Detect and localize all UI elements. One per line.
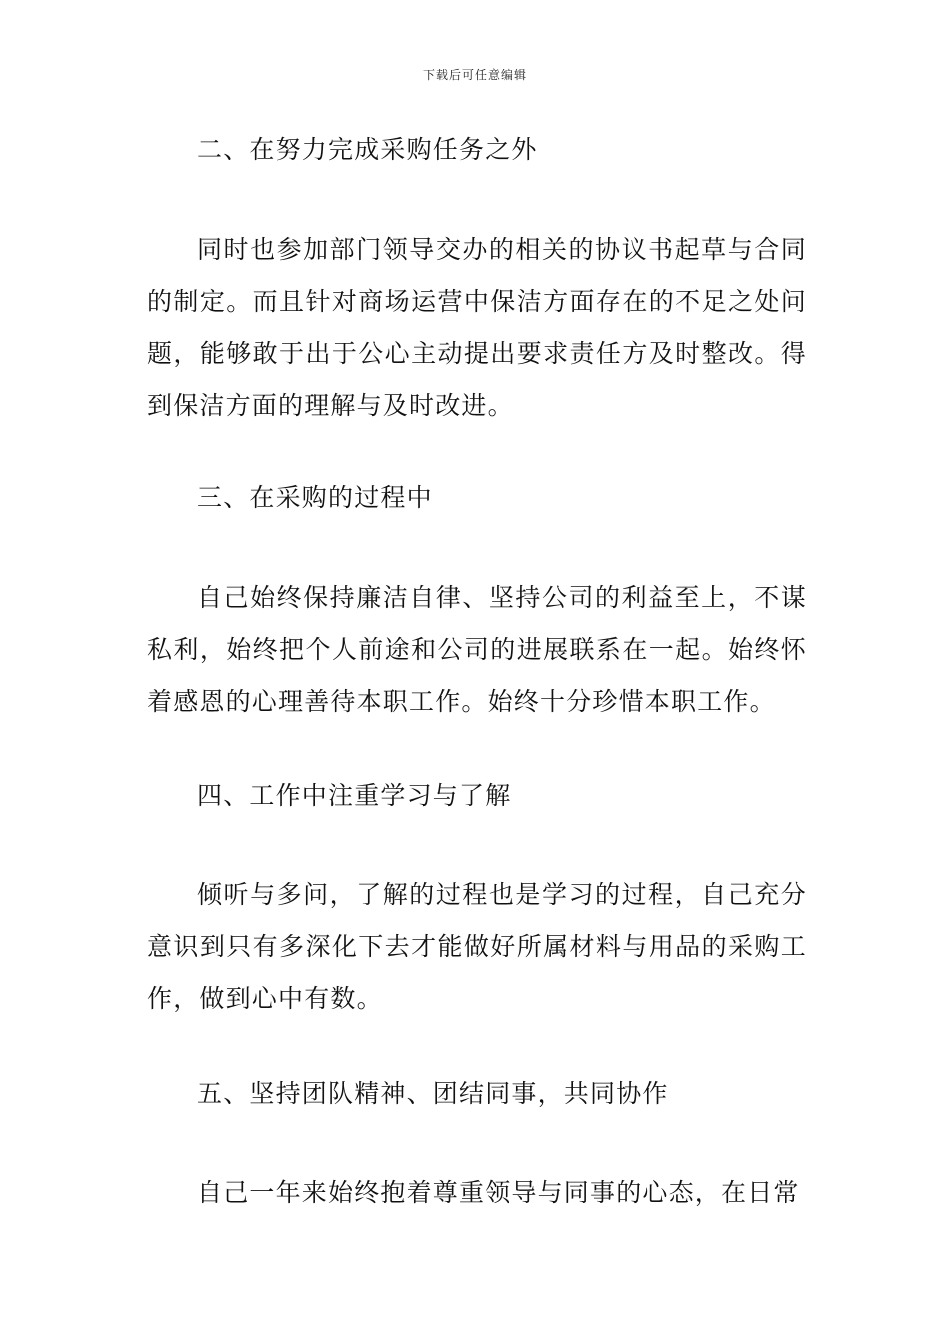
section-heading-3: 三、在采购的过程中 bbox=[197, 483, 433, 512]
header-note: 下载后可任意编辑 bbox=[422, 68, 527, 82]
section-body-4: 倾听与多问，了解的过程也是学习的过程，自己充分意识到只有多深化下去才能做好所属材料与用品的采购工作，做到心中有数。 bbox=[147, 880, 807, 1013]
section-heading-5: 五、坚持团队精神、团结同事，共同协作 bbox=[197, 1079, 669, 1108]
section-body-3: 自己始终保持廉洁自律、坚持公司的利益至上，不谋私利，始终把个人前途和公司的进展联系在一起。始终怀着感恩的心理善待本职工作。始终十分珍惜本职工作。 bbox=[147, 583, 807, 716]
section-body-2: 同时也参加部门领导交办的相关的协议书起草与合同的制定。而且针对商场运营中保洁方面存在的不足之处问题，能够敢于出于公心主动提出要求责任方及时整改。得到保洁方面的理解与及时改进。 bbox=[147, 235, 807, 420]
section-heading-2: 二、在努力完成采购任务之外 bbox=[197, 135, 538, 164]
section-body-5: 自己一年来始终抱着尊重领导与同事的心态，在日常 bbox=[197, 1178, 800, 1207]
section-heading-4: 四、工作中注重学习与了解 bbox=[197, 781, 512, 810]
